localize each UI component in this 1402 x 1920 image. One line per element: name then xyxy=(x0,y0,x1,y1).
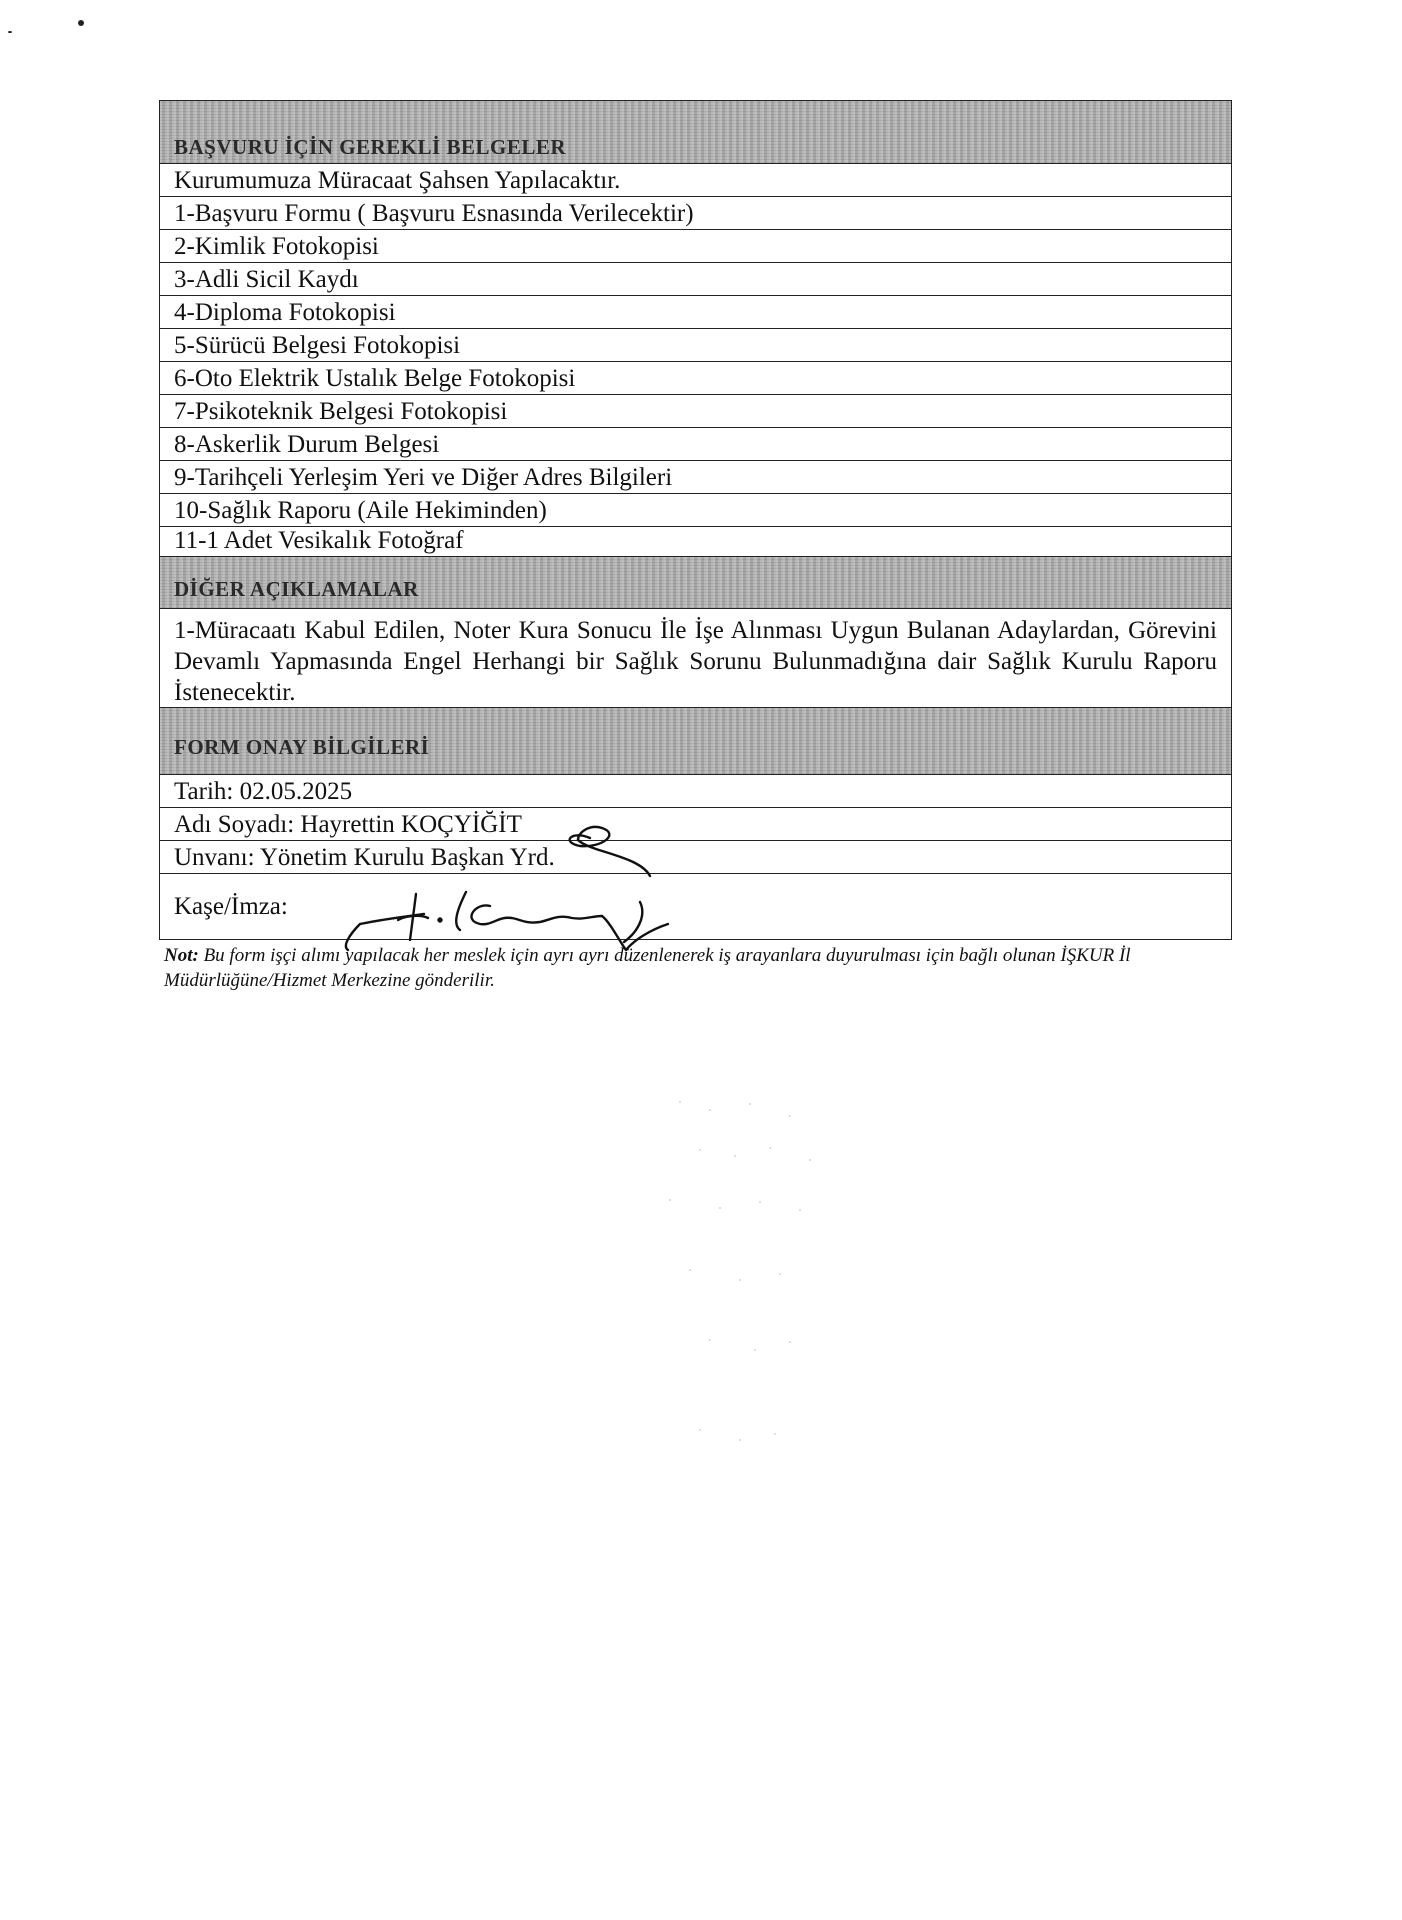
document-row xyxy=(160,263,1231,296)
document-text: 6-Oto Elektrik Ustalık Belge Fotokopisi xyxy=(174,365,576,392)
requirements-form xyxy=(159,100,1232,940)
document-text: 8-Askerlik Durum Belgesi xyxy=(174,431,440,458)
note-label: Not: xyxy=(164,945,199,966)
scan-speck xyxy=(8,31,12,33)
note-text: Bu form işçi alımı yapılacak her meslek için ayrı ayrı düzenlenerek iş arayanlara duyurulması için bağlı olunan İŞKUR İl Müdürlüğüne/Hizmet Merkezine gönderilir. xyxy=(164,945,1131,991)
document-text: 1-Başvuru Formu ( Başvuru Esnasında Verilecektir) xyxy=(174,200,694,227)
document-text: 10-Sağlık Raporu (Aile Hekiminden) xyxy=(174,497,547,524)
approval-date: Tarih: 02.05.2025 xyxy=(174,778,353,805)
document-text: 9-Tarihçeli Yerleşim Yeri ve Diğer Adres Bilgileri xyxy=(174,464,673,491)
document-row xyxy=(160,197,1231,230)
document-row xyxy=(160,494,1231,527)
approval-name: Adı Soyadı: Hayrettin KOÇYİĞİT xyxy=(174,811,522,838)
other-explanation: 1-Müracaatı Kabul Edilen, Noter Kura Sonucu İle İşe Alınması Uygun Bulanan Adaylardan, Görevini Devamlı Yapmasında Engel Herhangi bir Sağlık Sorunu Bulunmadığına dair Sağlık Kurulu Raporu İstenecektir. xyxy=(160,609,1231,708)
handwritten-signature xyxy=(340,822,720,962)
document-text: 2-Kimlik Fotokopisi xyxy=(174,233,379,260)
scan-noise xyxy=(640,1090,840,1510)
document-row xyxy=(160,395,1231,428)
document-text: 11-1 Adet Vesikalık Fotoğraf xyxy=(174,527,464,554)
document-text: 5-Sürücü Belgesi Fotokopisi xyxy=(174,332,461,359)
footnote xyxy=(164,943,1239,993)
document-row xyxy=(160,428,1231,461)
stamp-label: Kaşe/İmza: xyxy=(174,892,288,920)
document-text: Kurumumuza Müracaat Şahsen Yapılacaktır. xyxy=(174,167,621,194)
document-row xyxy=(160,329,1231,362)
document-text: 4-Diploma Fotokopisi xyxy=(174,299,396,326)
document-text: 3-Adli Sicil Kaydı xyxy=(174,266,359,293)
section-header-approval: FORM ONAY BİLGİLERİ xyxy=(160,708,1231,775)
scan-speck xyxy=(78,20,84,26)
approval-position: Unvanı: Yönetim Kurulu Başkan Yrd. xyxy=(174,844,555,871)
approval-date-row xyxy=(160,775,1231,808)
document-row xyxy=(160,527,1231,557)
section-header-other: DİĞER AÇIKLAMALAR xyxy=(160,557,1231,609)
document-text: 7-Psikoteknik Belgesi Fotokopisi xyxy=(174,398,508,425)
document-row xyxy=(160,164,1231,197)
section-header-documents: BAŞVURU İÇİN GEREKLİ BELGELER xyxy=(160,101,1231,164)
document-row xyxy=(160,230,1231,263)
document-row xyxy=(160,461,1231,494)
document-row xyxy=(160,296,1231,329)
document-row xyxy=(160,362,1231,395)
